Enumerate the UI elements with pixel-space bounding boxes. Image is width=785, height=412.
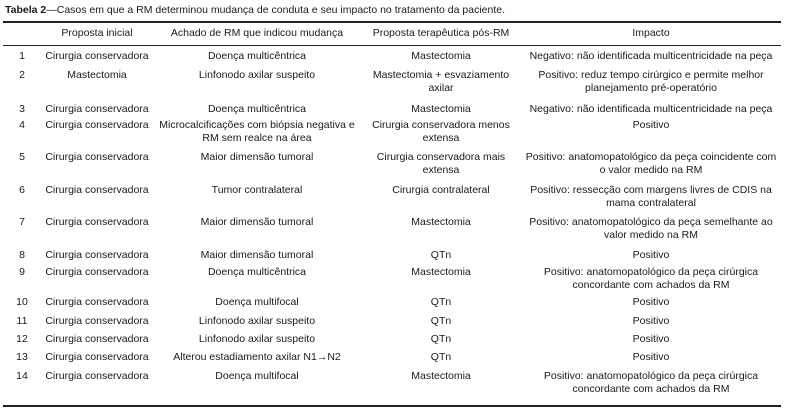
table-row xyxy=(3,333,781,351)
cell-index: 10 xyxy=(16,296,28,308)
cell-index: 8 xyxy=(19,249,25,261)
cell-proposta-inicial: Cirurgia conservadora xyxy=(45,119,149,131)
table-row xyxy=(3,151,781,184)
cell-achado-rm: Linfonodo axilar suspeito xyxy=(198,69,316,81)
cell-impacto: Positivo: anatomopatológico da peça semelhante ao valor medido na RM xyxy=(529,216,773,241)
table-header-row xyxy=(3,22,781,45)
cell-achado-rm: Doença multicêntrica xyxy=(207,50,307,62)
cell-impacto: Negativo: não identificada multicentricidade na peça xyxy=(529,50,773,62)
cell-impacto: Positivo: ressecção com margens livres de CDIS na mama contralateral xyxy=(530,184,772,209)
table-row xyxy=(3,249,781,266)
header-proposta-inicial: Proposta inicial xyxy=(61,27,133,40)
header-achado-rm: Achado de RM que indicou mudança xyxy=(170,27,344,40)
table-row xyxy=(3,296,781,315)
cell-proposta-pos-rm: Mastectomia xyxy=(411,370,471,382)
header-impacto: Impacto xyxy=(632,27,670,40)
cell-proposta-inicial: Cirurgia conservadora xyxy=(45,103,149,115)
cell-proposta-pos-rm: QTn xyxy=(430,249,452,261)
table-row xyxy=(3,119,781,151)
cell-index: 9 xyxy=(19,266,25,278)
cell-impacto: Positivo xyxy=(632,333,670,345)
cell-proposta-pos-rm: Cirurgia conservadora mais extensa xyxy=(376,151,506,176)
cell-achado-rm: Doença multifocal xyxy=(215,370,299,382)
cell-impacto: Positivo xyxy=(632,315,670,327)
cell-achado-rm: Microcalcificações com biópsia negativa e RM sem realce na área xyxy=(159,119,355,144)
table-row xyxy=(3,103,781,119)
cell-achado-rm: Maior dimensão tumoral xyxy=(200,216,314,228)
table-caption xyxy=(5,3,505,17)
cell-index: 3 xyxy=(19,103,25,115)
cell-proposta-inicial: Cirurgia conservadora xyxy=(45,184,149,196)
cell-proposta-pos-rm: Mastectomia xyxy=(411,216,471,228)
table-row xyxy=(3,266,781,296)
cell-impacto: Negativo: não identificada multicentricidade na peça xyxy=(529,103,773,115)
cell-proposta-pos-rm: QTn xyxy=(430,296,452,308)
table-row xyxy=(3,184,781,216)
cell-proposta-inicial: Cirurgia conservadora xyxy=(45,151,149,163)
cell-proposta-pos-rm: QTn xyxy=(430,315,452,327)
table-row xyxy=(3,351,781,370)
cell-proposta-inicial: Cirurgia conservadora xyxy=(45,50,149,62)
cell-achado-rm: Doença multicêntrica xyxy=(207,103,307,115)
cell-index: 5 xyxy=(19,151,25,163)
cell-proposta-pos-rm: Cirurgia conservadora menos extensa xyxy=(372,119,510,144)
cell-impacto: Positivo xyxy=(632,119,670,131)
table-caption-label: Tabela 2 xyxy=(5,4,47,16)
cell-index: 6 xyxy=(19,184,25,196)
cell-achado-rm: Doença multicêntrica xyxy=(207,266,307,278)
cell-achado-rm: Tumor contralateral xyxy=(211,184,303,196)
table-body xyxy=(3,45,781,403)
cell-proposta-inicial: Cirurgia conservadora xyxy=(45,266,149,278)
cell-impacto: Positivo: anatomopatológico da peça coincidente com o valor medido na RM xyxy=(525,151,777,176)
cell-proposta-inicial: Cirurgia conservadora xyxy=(45,333,149,345)
table-row xyxy=(3,370,781,403)
cell-proposta-inicial: Cirurgia conservadora xyxy=(45,249,149,261)
cell-index: 2 xyxy=(19,69,25,81)
cell-impacto: Positivo: anatomopatológico da peça cirúrgica concordante com achados da RM xyxy=(543,266,759,291)
cell-index: 11 xyxy=(16,315,28,327)
cell-index: 4 xyxy=(19,119,25,131)
cell-impacto: Positivo xyxy=(632,351,670,363)
cell-achado-rm: Doença multifocal xyxy=(215,296,299,308)
cell-achado-rm: Alterou estadiamento axilar N1→N2 xyxy=(173,351,341,363)
cases-table xyxy=(3,22,781,403)
cell-proposta-inicial: Cirurgia conservadora xyxy=(45,315,149,327)
cell-index: 1 xyxy=(19,50,25,62)
header-proposta-pos-rm: Proposta terapêutica pós-RM xyxy=(372,27,510,40)
cell-proposta-pos-rm: Mastectomia xyxy=(411,50,471,62)
cell-proposta-pos-rm: Cirurgia contralateral xyxy=(392,184,490,196)
cell-proposta-pos-rm: Mastectomia xyxy=(411,266,471,278)
cell-achado-rm: Maior dimensão tumoral xyxy=(200,249,314,261)
cell-achado-rm: Linfonodo axilar suspeito xyxy=(198,333,316,345)
cell-proposta-inicial: Cirurgia conservadora xyxy=(45,216,149,228)
cell-index: 7 xyxy=(19,216,25,228)
cell-index: 13 xyxy=(16,351,28,363)
cell-achado-rm: Linfonodo axilar suspeito xyxy=(198,315,316,327)
cell-impacto: Positivo xyxy=(632,249,670,261)
cell-proposta-inicial: Mastectomia xyxy=(67,69,127,81)
header-index xyxy=(3,22,41,45)
table-row xyxy=(3,45,781,69)
table-row xyxy=(3,315,781,333)
cell-proposta-inicial: Cirurgia conservadora xyxy=(45,296,149,308)
cell-impacto: Positivo: reduz tempo cirúrgico e permite melhor planejamento pré-operatório xyxy=(538,69,764,94)
table-row xyxy=(3,216,781,249)
cell-proposta-inicial: Cirurgia conservadora xyxy=(45,351,149,363)
cell-impacto: Positivo: anatomopatológico da peça cirúrgica concordante com achados da RM xyxy=(543,370,759,395)
table-bottom-rule xyxy=(3,405,781,407)
cell-proposta-pos-rm: QTn xyxy=(430,333,452,345)
cell-proposta-pos-rm: Mastectomia xyxy=(411,103,471,115)
cell-proposta-pos-rm: Mastectomia + esvaziamento axilar xyxy=(372,69,510,94)
cell-proposta-pos-rm: QTn xyxy=(430,351,452,363)
cell-proposta-inicial: Cirurgia conservadora xyxy=(45,370,149,382)
cell-index: 12 xyxy=(16,333,28,345)
cell-achado-rm: Maior dimensão tumoral xyxy=(200,151,314,163)
table-row xyxy=(3,69,781,103)
table-caption-text: —Casos em que a RM determinou mudança de conduta e seu impacto no tratamento da paciente. xyxy=(46,4,506,16)
cell-impacto: Positivo xyxy=(632,296,670,308)
cell-index: 14 xyxy=(16,370,28,382)
